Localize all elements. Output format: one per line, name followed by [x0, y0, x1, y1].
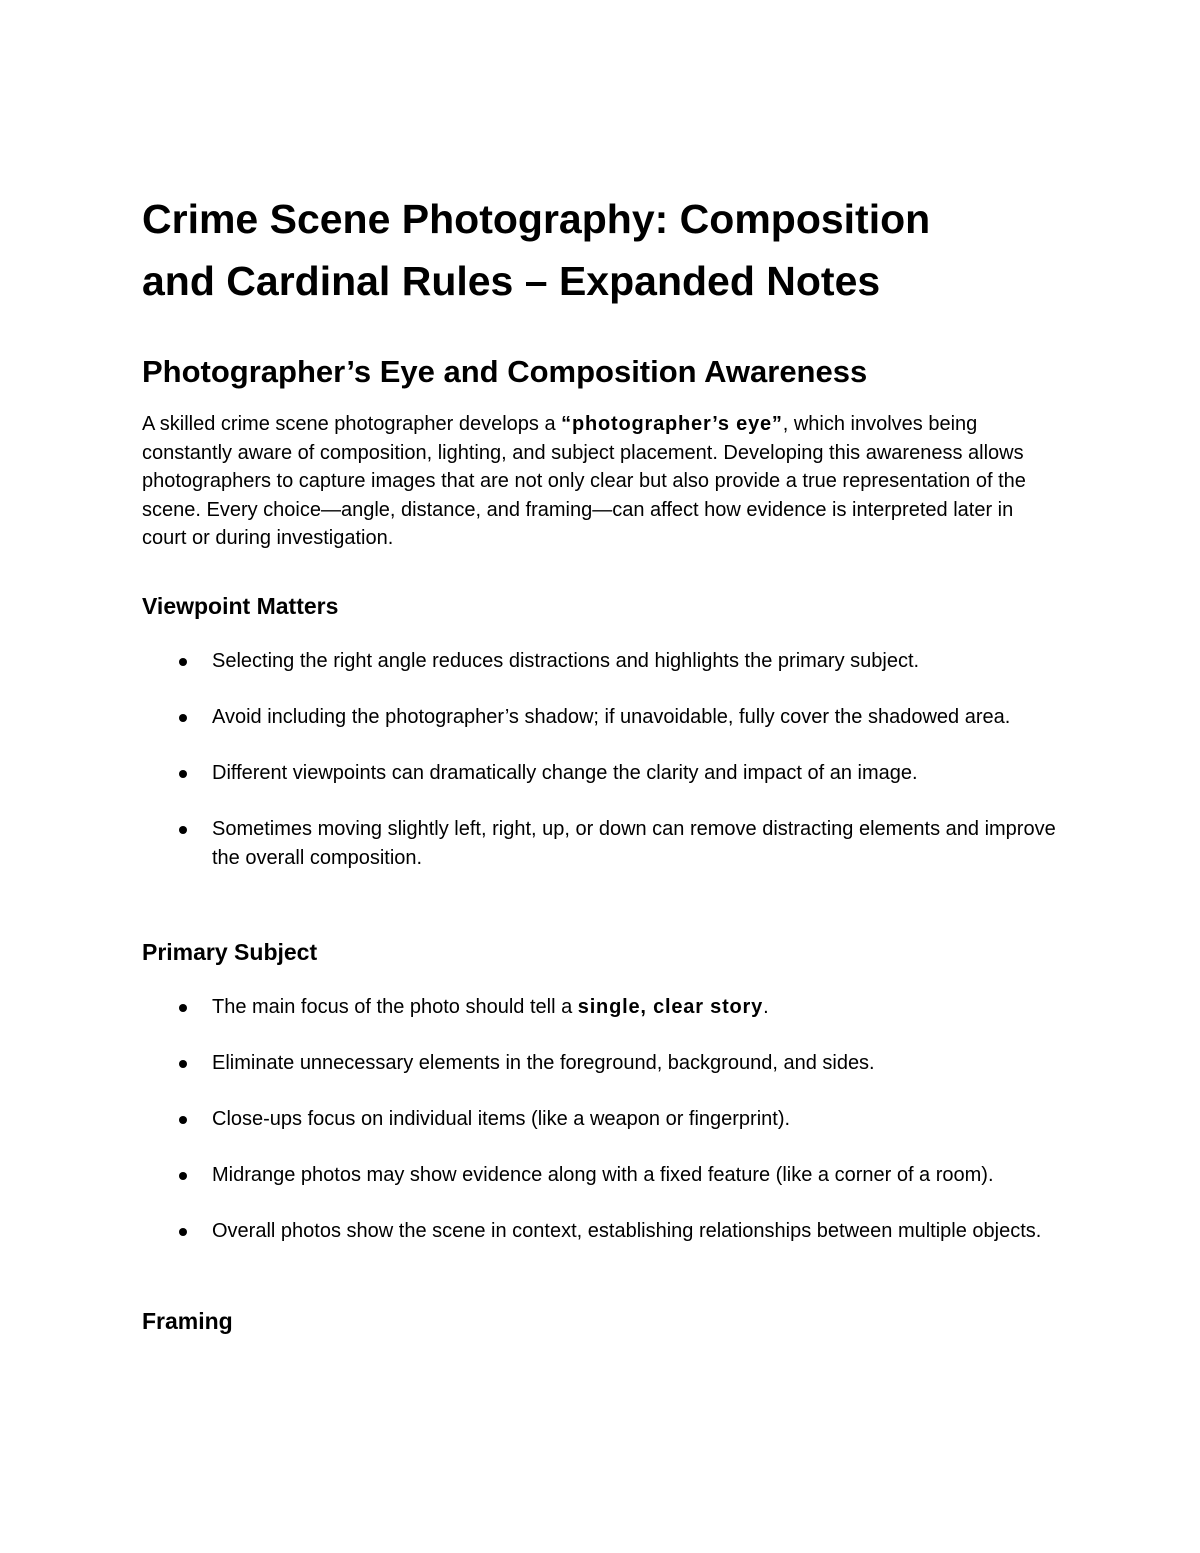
viewpoint-list [142, 647, 1062, 873]
bullet-icon [179, 1172, 187, 1180]
list-item [142, 1217, 1062, 1246]
list-item-text: Avoid including the photographer’s shadow; if unavoidable, fully cover the shadowed area. [212, 705, 1011, 728]
bullet-icon [179, 1004, 187, 1012]
list-item-text-end: . [763, 995, 769, 1018]
list-item-text: Different viewpoints can dramatically change the clarity and impact of an image. [212, 761, 918, 784]
section-heading-photographers-eye: Photographer’s Eye and Composition Awareness [142, 354, 868, 389]
subheading-viewpoint-matters: Viewpoint Matters [142, 592, 339, 619]
single-clear-story-term: single, clear story [577, 995, 764, 1018]
bullet-icon [179, 770, 187, 778]
intro-paragraph-text-end: , which involves being constantly aware of composition, lighting, and subject placement. Developing this awareness allows photographers to capture images that are not only clear but also provide a true representation of the scene. Every choice—angle, distance, and framing—can affect how evidence is interpreted later in court or during investigation. [142, 413, 1026, 550]
bullet-icon [179, 1060, 187, 1068]
list-item-text: Close-ups focus on individual items (like a weapon or fingerprint). [212, 1107, 791, 1130]
bullet-icon [179, 1228, 187, 1236]
list-item [142, 647, 1062, 676]
subheading-framing: Framing [142, 1307, 233, 1334]
list-item [142, 993, 1062, 1022]
document-title [142, 188, 1062, 312]
document-title-line-2: and Cardinal Rules – Expanded Notes [142, 258, 881, 304]
list-item-text: Sometimes moving slightly left, right, up, or down can remove distracting elements and improve the overall composition. [212, 817, 1056, 869]
primary-subject-list [142, 993, 1062, 1246]
list-item [142, 1049, 1062, 1078]
document-title-line-1: Crime Scene Photography: Composition [142, 196, 931, 242]
bullet-icon [179, 826, 187, 834]
intro-paragraph [142, 410, 1062, 553]
bullet-icon [179, 714, 187, 722]
list-item [142, 703, 1062, 732]
list-item-text: Overall photos show the scene in context, establishing relationships between multiple objects. [212, 1219, 1042, 1242]
list-item [142, 1161, 1062, 1190]
photographers-eye-term: “photographer’s eye” [561, 413, 783, 435]
list-item-text: Midrange photos may show evidence along with a fixed feature (like a corner of a room). [212, 1163, 994, 1186]
list-item [142, 815, 1062, 873]
bullet-icon [179, 658, 187, 666]
list-item [142, 759, 1062, 788]
list-item-text-start: The main focus of the photo should tell a [212, 995, 578, 1018]
intro-paragraph-text-start: A skilled crime scene photographer develops a [142, 413, 562, 435]
list-item [142, 1105, 1062, 1134]
list-item-text: Selecting the right angle reduces distractions and highlights the primary subject. [212, 649, 920, 672]
subheading-primary-subject: Primary Subject [142, 938, 318, 965]
list-item-text: Eliminate unnecessary elements in the foreground, background, and sides. [212, 1051, 875, 1074]
document-body [142, 188, 1062, 1336]
bullet-icon [179, 1116, 187, 1124]
